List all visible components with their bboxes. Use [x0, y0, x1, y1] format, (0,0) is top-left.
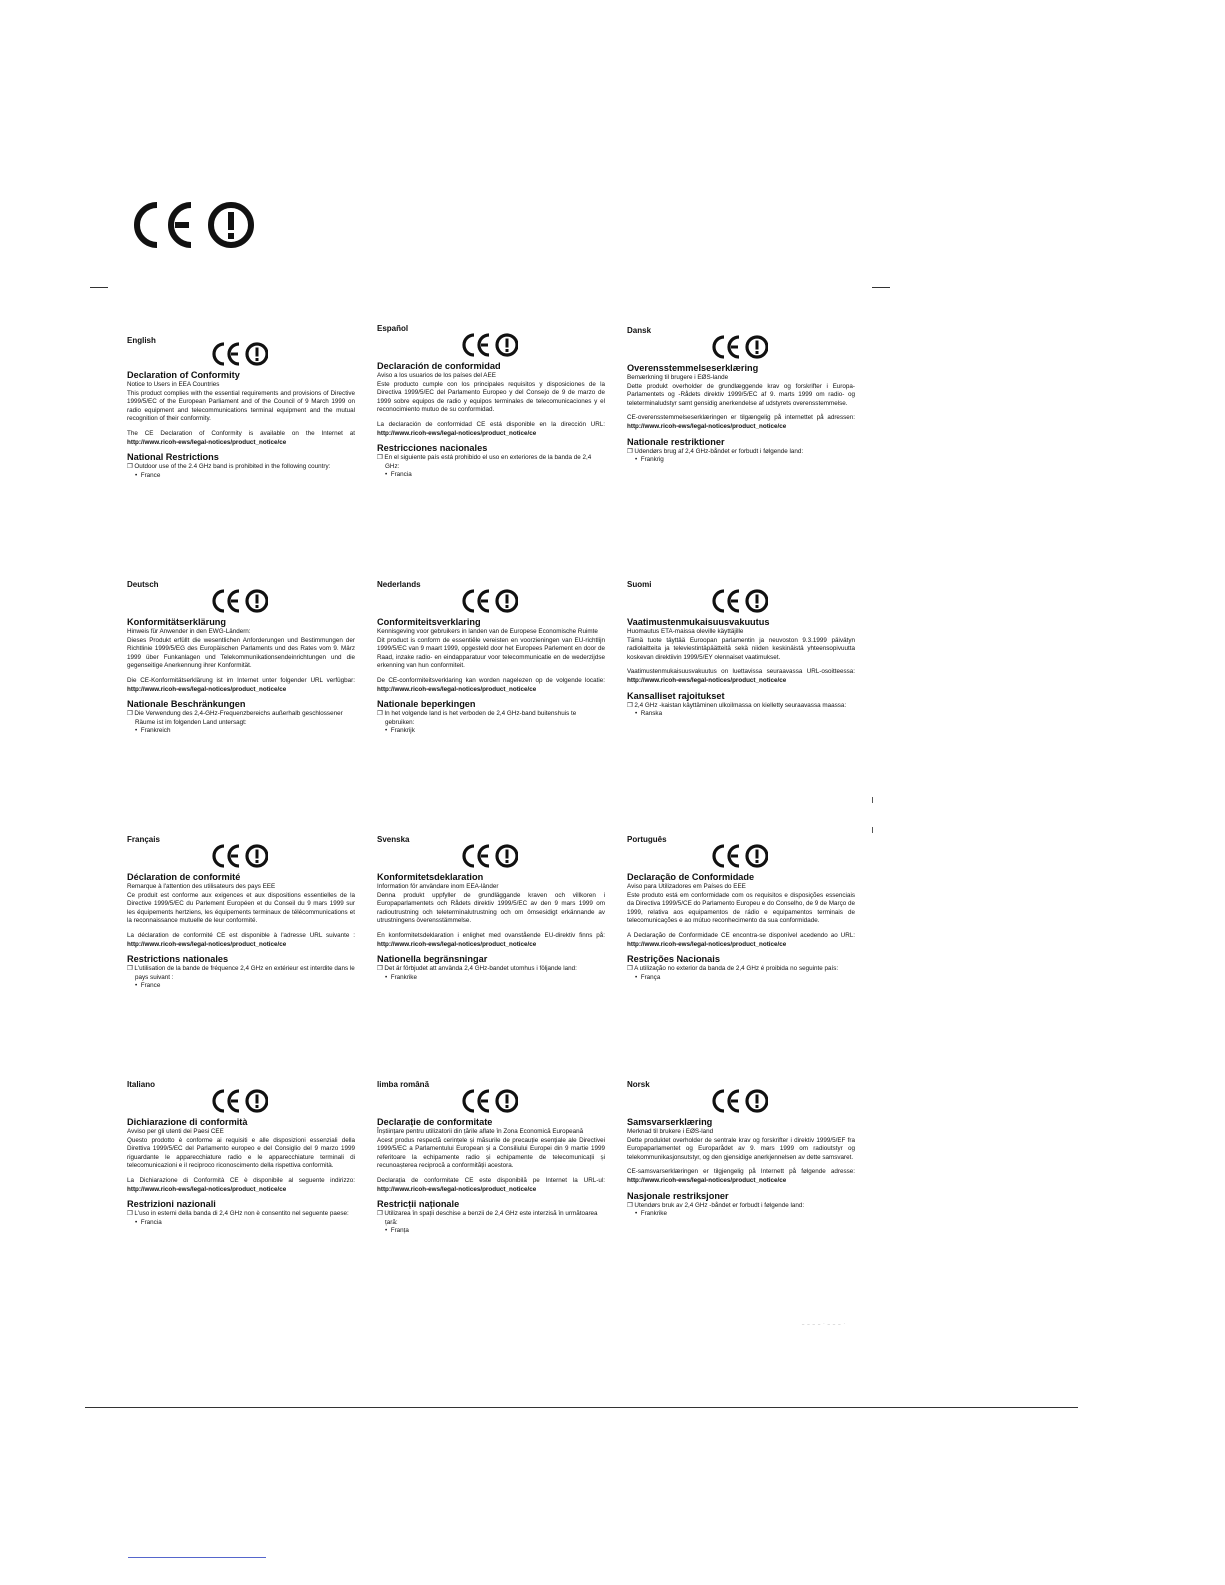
country-item: • Frankrijk — [385, 727, 415, 735]
availability-text: Vaatimustenmukaisuusvakuutus on luettavissa seuraavassa URL-osoitteessa: — [627, 668, 855, 676]
ce-mark-large — [133, 199, 258, 251]
notice-line: Înștiințare pentru utilizatorii din țările aflate în Zona Economică Europeană — [377, 1128, 584, 1135]
declaration-title: Overensstemmelseserklæring — [627, 363, 759, 373]
language-label: Suomi — [627, 580, 652, 589]
country-item: • Frankrig — [635, 456, 664, 464]
declaration-url-link[interactable]: http://www.ricoh-ews/legal-notices/product_notice/ce — [377, 429, 537, 437]
availability-text: A Declaração de Conformidade CE encontra-se disponível acedendo ao URL: — [627, 931, 855, 939]
compliance-text: Acest produs respectă cerințele și măsurile de precauție esențiale ale Directivei 1999/5/EC a Parlamentului European și a Consiliului Europei din 9 martie 1999 referitoare la echipamente radio și echipamente de telecomunicații și recunoașterea reciprocă a conformității acestora. — [377, 1136, 605, 1170]
ce-mark-icon — [212, 588, 268, 619]
declaration-availability — [377, 1177, 605, 1194]
availability-text: La déclaration de conformité CE est disponible à l'adresse URL suivante : — [127, 931, 355, 939]
notice-line: Information för användare inom EEA-länder — [377, 883, 499, 890]
margin-tick — [872, 797, 873, 803]
restrictions-title: Restricții naționale — [377, 1199, 460, 1210]
declaration-title: Dichiarazione di conformità — [127, 1117, 248, 1127]
restriction-item: ❐ A utilização no exterior da banda de 2,4 GHz é proibida no seguinte país: — [627, 965, 839, 973]
country-item: • Francia — [135, 1218, 162, 1226]
declaration-availability — [127, 677, 355, 694]
restriction-item: ❐ Utilizarea în spații deschise a benzii de 2,4 GHz este interzisă în următoarea țară: — [377, 1210, 598, 1226]
ce-mark-icon — [462, 588, 518, 619]
declaration-title: Declaração de Conformidade — [627, 872, 755, 882]
ce-mark-icon — [212, 1088, 268, 1119]
declaration-url-link[interactable]: http://www.ricoh-ews/legal-notices/product_notice/ce — [127, 1185, 287, 1193]
restrictions-title: Restrictions nationales — [127, 954, 229, 965]
notice-line: Huomautus ETA-maissa oleville käyttäjille — [627, 628, 744, 635]
declaration-url-link[interactable]: http://www.ricoh-ews/legal-notices/product_notice/ce — [627, 940, 787, 948]
compliance-text: Tämä tuote täyttää Euroopan parlamentin ja neuvoston 9.3.1999 päivätyn radiolaitteita ja televiestintäpäätteitä sekä niiden keskinäistä yhteensopivuutta koskevan direktiivin 1999/5/EY olennaiset vaatimukset. — [627, 636, 855, 661]
ce-mark-icon — [462, 332, 518, 363]
declaration-body — [377, 361, 605, 480]
restriction-item: ❐ En el siguiente país está prohibido el uso en exteriores de la banda de 2,4 GHz: — [377, 454, 592, 470]
compliance-text: This product complies with the essential requirements and provisions of Directive 1999/5/EC of the European Parliament and of the Council of 9 March 1999 on radio equipment and telecommunications terminal equipment and the mutual recognition of their conformity. — [127, 389, 355, 423]
notice-line: Merknad til brukere i EØS-land — [627, 1128, 714, 1135]
declaration-availability — [627, 668, 855, 685]
ce-mark-icon — [462, 843, 518, 874]
declaration-url-link[interactable]: http://www.ricoh-ews/legal-notices/product_notice/ce — [127, 438, 287, 446]
crop-mark-left — [90, 287, 108, 288]
compliance-text: Este produto está em conformidade com os requisitos e disposições essenciais da Directiva 1999/5/CE do Parlamento Europeu e do Conselho, de 9 de Março de 1999, relativa aos equipamentos de rádio e equipamentos terminais de telecomunicações e ao mútuo reconhecimento da sua conformidade. — [627, 891, 855, 925]
declaration-availability — [627, 932, 855, 949]
declaration-body — [377, 1117, 605, 1236]
restriction-item: ❐ Det är förbjudet att använda 2,4 GHz-bandet utomhus i följande land: — [377, 965, 577, 973]
language-label: Nederlands — [377, 580, 421, 589]
ce-mark-icon — [212, 341, 268, 372]
declaration-title: Declaration of Conformity — [127, 370, 240, 380]
declaration-title: Déclaration de conformité — [127, 872, 241, 882]
notice-line: Notice to Users in EEA Countries — [127, 381, 220, 388]
declaration-availability — [627, 1168, 855, 1185]
restriction-item: ❐ In het volgende land is het verboden de 2,4 GHz-band buitenshuis te gebruiken: — [377, 710, 577, 726]
notice-line: Avviso per gli utenti dei Paesi CEE — [127, 1128, 224, 1135]
compliance-text: Denna produkt uppfyller de grundläggande kraven och villkoren i Europaparlamentets och Rådets direktiv 1999/5/EC av den 9 mars 1999 om radioutrustning och teleterminalutrustning och om ömsesidigt erkännande av utrustningens överensstämmelse. — [377, 891, 605, 925]
notice-line: Aviso para Utilizadores em Países do EEE — [627, 883, 746, 890]
crop-mark-right — [872, 287, 890, 288]
declaration-title: Declaración de conformidad — [377, 361, 501, 371]
ce-mark-icon — [712, 588, 768, 619]
declaration-availability — [377, 932, 605, 949]
declaration-url-link[interactable]: http://www.ricoh-ews/legal-notices/product_notice/ce — [627, 676, 787, 684]
availability-text: De CE-conformiteitsverklaring kan worden nagelezen op de volgende locatie: — [377, 676, 605, 684]
declaration-availability — [127, 430, 355, 447]
compliance-text: Questo prodotto è conforme ai requisiti e alle disposizioni essenziali della Direttiva 1999/5/EC del Parlamento europeo e del Consiglio del 9 marzo 1999 riguardante le apparecchiature radio e le apparecchiature terminali di telecomunicazioni e il reciproco riconoscimento della rispettiva conformità. — [127, 1136, 355, 1170]
availability-text: CE-samsvarserklæringen er tilgjengelig på Internett på følgende adresse: — [627, 1168, 855, 1176]
declaration-body — [127, 1117, 355, 1227]
availability-text: La declaración de conformidad CE está disponible en la dirección URL: — [377, 420, 605, 428]
restrictions-title: National Restrictions — [127, 452, 219, 463]
restrictions-title: Restrizioni nazionali — [127, 1199, 216, 1210]
declaration-url-link[interactable]: http://www.ricoh-ews/legal-notices/product_notice/ce — [377, 940, 537, 948]
language-label: Norsk — [627, 1080, 650, 1089]
availability-text: Declarația de conformitate CE este disponibilă pe Internet la URL-ul: — [377, 1176, 605, 1184]
language-label: Français — [127, 835, 160, 844]
restrictions-title: Kansalliset rajoitukset — [627, 690, 725, 701]
declaration-body — [127, 872, 355, 991]
notice-line: Hinweis für Anwender in den EWG-Ländern: — [127, 628, 251, 635]
declaration-body — [377, 617, 605, 736]
declaration-title: Conformiteitsverklaring — [377, 617, 481, 627]
country-item: • Ranska — [635, 710, 663, 718]
footer-code: _ _ _ _ . _ _ _ . — [802, 1320, 846, 1325]
restrictions-title: Nasjonale restriksjoner — [627, 1190, 729, 1201]
compliance-text: Ce produit est conforme aux exigences et aux dispositions essentielles de la Directive 1999/5/EC du Parlement Européen et du Conseil du 9 mars 1999 sur les équipements hertziens, les équipements terminaux de télécommunications et la reconnaissance mutuelle de leur conformité. — [127, 891, 355, 925]
restrictions-title: Restricciones nacionales — [377, 443, 488, 454]
availability-text: La Dichiarazione di Conformità CE è disponibile al seguente indirizzo: — [127, 1176, 355, 1184]
declaration-body — [627, 617, 855, 719]
restriction-item: ❐ Die Verwendung des 2,4-GHz-Frequenzbereichs außerhalb geschlossener Räume ist im folgenden Land untersagt: — [127, 710, 343, 726]
ce-mark-icon — [212, 843, 268, 874]
restriction-item: ❐ Utendørs bruk av 2,4 GHz -båndet er forbudt i følgende land: — [627, 1201, 805, 1209]
country-item: • França — [635, 973, 661, 981]
country-item: • Francia — [385, 471, 412, 479]
declaration-body — [127, 617, 355, 736]
declaration-availability — [377, 677, 605, 694]
restriction-item: ❐ L'utilisation de la bande de fréquence 2,4 GHz en extérieur est interdite dans le pays suivant : — [127, 965, 355, 981]
availability-text: CE-overensstemmelseserklæringen er tilgængelig på internettet på adressen: — [627, 414, 855, 422]
declaration-availability — [127, 932, 355, 949]
ce-mark-icon — [712, 334, 768, 365]
declaration-title: Konformitetsdeklaration — [377, 872, 484, 882]
ce-mark-icon — [712, 843, 768, 874]
link-underline — [128, 1557, 266, 1558]
compliance-text: Dieses Produkt erfüllt die wesentlichen Anforderungen und Bestimmungen der Richtlinie 1999/5/EG des Europäischen Parlaments und des Rates vom 9. März 1999 über Funkanlagen und Telekommunikationsendeinrichtungen und die gegenseitige Anerkennung ihrer Konformität. — [127, 636, 355, 670]
bottom-rule — [85, 1407, 1078, 1408]
restrictions-title: Nationale beperkingen — [377, 699, 476, 710]
declaration-url-link[interactable]: http://www.ricoh-ews/legal-notices/product_notice/ce — [377, 685, 537, 693]
declaration-body — [627, 1117, 855, 1219]
declaration-title: Declarație de conformitate — [377, 1117, 493, 1127]
declaration-title: Konformitätserklärung — [127, 617, 227, 627]
availability-text: Die CE-Konformitätserklärung ist im Internet unter folgender URL verfügbar: — [127, 676, 355, 684]
declaration-url-link[interactable]: http://www.ricoh-ews/legal-notices/product_notice/ce — [377, 1185, 537, 1193]
declaration-url-link[interactable]: http://www.ricoh-ews/legal-notices/product_notice/ce — [127, 940, 287, 948]
restrictions-title: Nationale restriktioner — [627, 436, 725, 447]
restriction-item: ❐ Outdoor use of the 2.4 GHz band is prohibited in the following country: — [127, 463, 331, 471]
language-label: Svenska — [377, 835, 410, 844]
compliance-text: Este producto cumple con los principales requisitos y disposiciones de la Directiva 1999/5/EC del Parlamento Europeo y del Consejo de 9 de marzo de 1999 sobre equipos de radio y equipos terminales de telecomunicaciones y el reconocimiento mutuo de su conformidad. — [377, 380, 605, 414]
declaration-availability — [377, 421, 605, 438]
notice-line: Aviso a los usuarios de los países del AEE — [377, 372, 496, 379]
restrictions-title: Nationella begränsningar — [377, 954, 488, 965]
country-item: • Frankrike — [635, 1210, 667, 1218]
restrictions-title: Nationale Beschränkungen — [127, 699, 246, 710]
declaration-availability — [127, 1177, 355, 1194]
compliance-text: Dette produktet overholder de sentrale krav og forskrifter i direktiv 1999/5/EF fra Europaparlamentet og Europarådet av 9. mars 1999 om radioutstyr og telekommunikasjonsutstyr, og den gjensidige anerkjennelsen av dette samsvaret. — [627, 1136, 855, 1161]
country-item: • Frankreich — [135, 727, 171, 735]
notice-line: Remarque à l'attention des utilisateurs des pays EEE — [127, 883, 276, 890]
language-label: Español — [377, 324, 409, 333]
notice-line: Bemærkning til brugere i EØS-lande — [627, 374, 729, 381]
declaration-body — [627, 872, 855, 982]
country-item: • France — [135, 982, 161, 990]
notice-line: Kennisgeving voor gebruikers in landen van de Europese Economische Ruimte — [377, 628, 598, 635]
declaration-body — [627, 363, 855, 465]
margin-tick — [872, 827, 873, 833]
language-label: Português — [627, 835, 667, 844]
availability-text: En konformitetsdeklaration i enlighet med ovanstående EU-direktiv finns på: — [377, 931, 605, 939]
language-label: Dansk — [627, 326, 652, 335]
compliance-text: Dette produkt overholder de grundlæggende krav og forskrifter i Europa-Parlamentets og -Rådets direktiv 1999/5/EC af 9. marts 1999 om radio- og teleterminaludstyr samt gensidig anerkendelse af udstyrets overensstemmelse. — [627, 382, 855, 407]
restriction-item: ❐ 2,4 GHz -kaistan käyttäminen ulkoilmassa on kielletty seuraavassa maassa: — [627, 701, 847, 709]
language-label: Deutsch — [127, 580, 159, 589]
declaration-availability — [627, 414, 855, 431]
declaration-url-link[interactable]: http://www.ricoh-ews/legal-notices/product_notice/ce — [127, 685, 287, 693]
country-item: • Franța — [385, 1227, 409, 1235]
availability-text: The CE Declaration of Conformity is available on the Internet at — [127, 429, 355, 437]
declaration-url-link[interactable]: http://www.ricoh-ews/legal-notices/product_notice/ce — [627, 1176, 787, 1184]
country-item: • Frankrike — [385, 973, 417, 981]
compliance-text: Dit product is conform de essentiële vereisten en voorzieningen van EU-richtlijn 1999/5/EC van 9 maart 1999, opgesteld door het Europees Parlement en door de Raad, inzake radio- en eindapparatuur voor telecommunicatie en de wederzijdse erkenning van hun conformiteit. — [377, 636, 605, 670]
restriction-item: ❐ L'uso in esterni della banda di 2,4 GHz non è consentito nel seguente paese: — [127, 1210, 349, 1218]
language-label: Italiano — [127, 1080, 156, 1089]
country-item: • France — [135, 471, 161, 479]
ce-mark-icon — [462, 1088, 518, 1119]
declaration-title: Vaatimustenmukaisuusvakuutus — [627, 617, 770, 627]
declaration-title: Samsvarserklæring — [627, 1117, 713, 1127]
ce-mark-icon — [712, 1088, 768, 1119]
restriction-item: ❐ Udendørs brug af 2,4 GHz-båndet er forbudt i følgende land: — [627, 447, 804, 455]
language-label: English — [127, 336, 156, 345]
declaration-body — [127, 370, 355, 480]
restrictions-title: Restrições Nacionais — [627, 954, 720, 965]
language-label: limba română — [377, 1080, 430, 1089]
declaration-url-link[interactable]: http://www.ricoh-ews/legal-notices/product_notice/ce — [627, 422, 787, 430]
declaration-body — [377, 872, 605, 982]
